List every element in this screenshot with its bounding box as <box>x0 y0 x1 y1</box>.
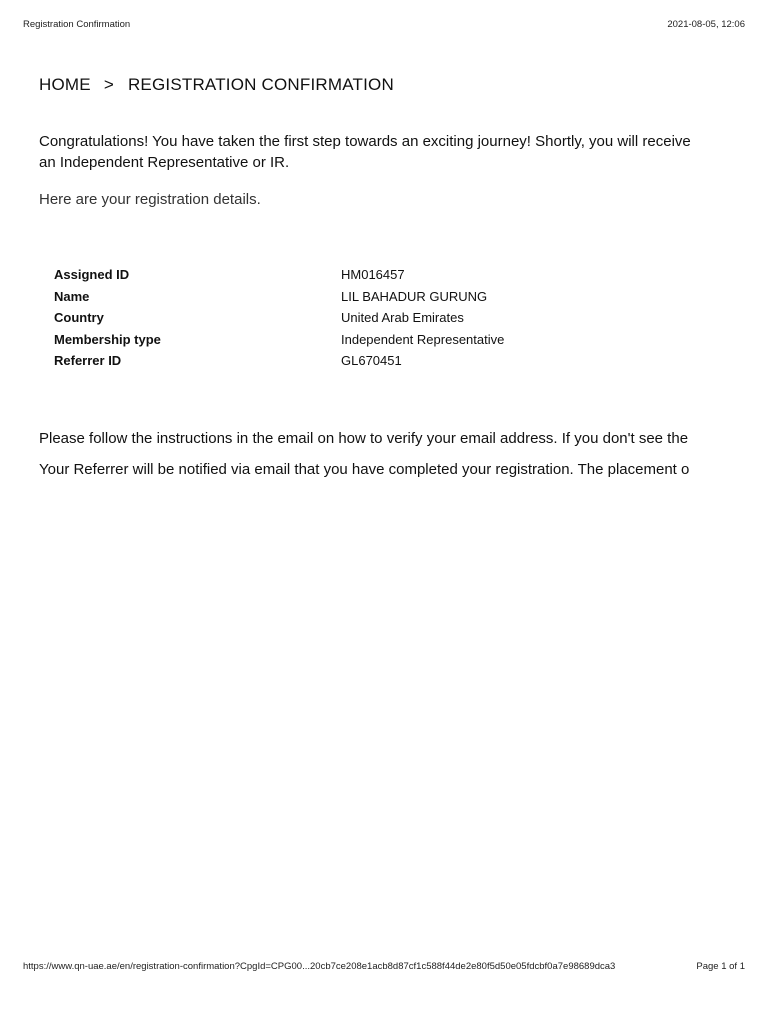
details-value: HM016457 <box>341 267 405 283</box>
print-footer <box>23 961 745 975</box>
print-header-title: Registration Confirmation <box>23 19 131 30</box>
details-row-name <box>54 286 504 308</box>
details-row-country <box>54 307 504 329</box>
print-header-date: 2021-08-05, 12:06 <box>667 19 745 30</box>
referrer-notification-text: Your Referrer will be notified via email that you have completed your registration. The placement o <box>39 461 690 478</box>
details-value: United Arab Emirates <box>341 310 464 326</box>
breadcrumb-current: REGISTRATION CONFIRMATION <box>127 75 394 94</box>
details-row-assigned-id <box>54 264 504 286</box>
details-label: Name <box>54 288 90 304</box>
details-label: Referrer ID <box>54 353 122 369</box>
details-value: Independent Representative <box>341 331 505 347</box>
verify-email-instructions: Please follow the instructions in the email on how to verify your email address. If you don't see the <box>39 430 689 447</box>
congratulations-line-2: an Independent Representative or IR. <box>39 154 290 171</box>
details-label: Membership type <box>54 331 161 347</box>
details-value: GL670451 <box>341 353 402 369</box>
breadcrumb-separator: > <box>103 75 114 94</box>
breadcrumb <box>39 75 394 95</box>
print-footer-url: https://www.qn-uae.ae/en/registration-confirmation?CpgId=CPG00...20cb7ce208e1acb8d87cf1c588f44de2e80f5d50e05fdcbf0a7e98689dca3 <box>23 961 616 972</box>
registration-details-heading: Here are your registration details. <box>39 191 261 208</box>
congratulations-text <box>39 131 747 173</box>
congratulations-line-1: Congratulations! You have taken the first step towards an exciting journey! Shortly, you will receive <box>39 133 691 150</box>
breadcrumb-home-link[interactable]: HOME <box>39 75 91 94</box>
details-label: Country <box>54 310 104 326</box>
details-value: LIL BAHADUR GURUNG <box>341 288 488 304</box>
print-footer-page-number: Page 1 of 1 <box>696 961 745 972</box>
details-row-referrer-id <box>54 350 504 372</box>
registration-details-table <box>54 264 504 372</box>
details-row-membership-type <box>54 329 504 351</box>
details-label: Assigned ID <box>54 267 130 283</box>
